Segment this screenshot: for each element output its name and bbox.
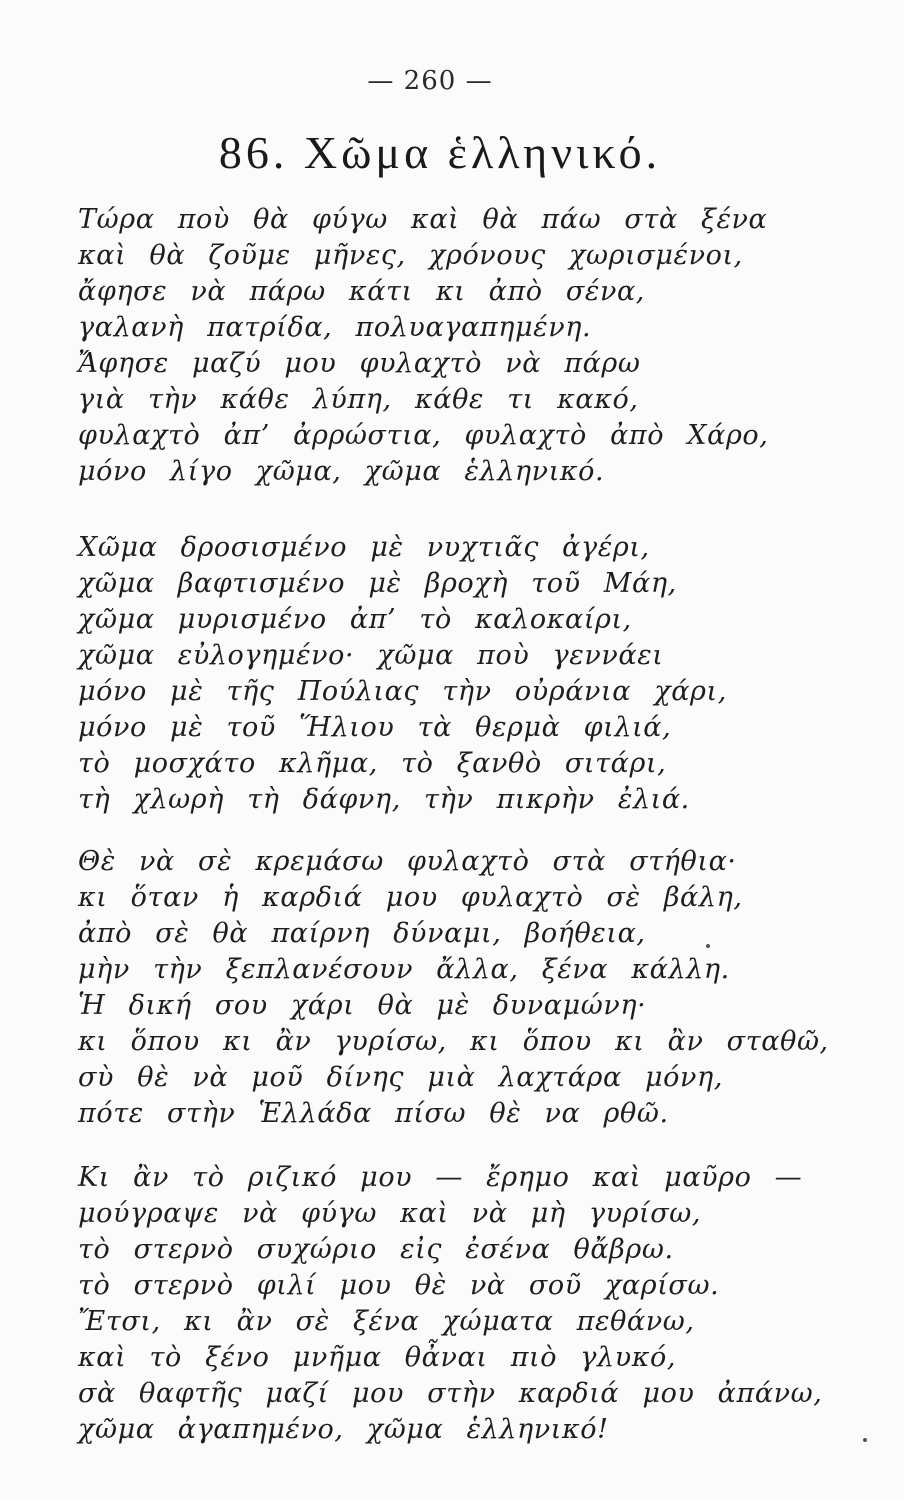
verse-line: τὴ χλωρὴ τὴ δάφνη, τὴν πικρὴν ἐλιά. bbox=[78, 784, 690, 815]
ink-speck bbox=[863, 1438, 867, 1442]
verse-line: χῶμα μυρισμένο ἀπ’ τὸ καλοκαίρι, bbox=[78, 604, 632, 635]
verse-line: μούγραψε νὰ φύγω καὶ νὰ μὴ γυρίσω, bbox=[78, 1198, 702, 1229]
verse-line: Χῶμα δροσισμένο μὲ νυχτιᾶς ἀγέρι, bbox=[78, 532, 650, 563]
ink-speck bbox=[706, 944, 710, 948]
verse-line: κι ὅπου κι ἂν γυρίσω, κι ὅπου κι ἂν σταθῶ, bbox=[78, 1026, 829, 1057]
verse-line: τὸ στερνὸ συχώριο εἰς ἐσένα θἄβρω. bbox=[78, 1234, 674, 1265]
verse-line: τὸ στερνὸ φιλί μου θὲ νὰ σοῦ χαρίσω. bbox=[78, 1270, 720, 1301]
stanza-2 bbox=[78, 530, 778, 818]
verse-line: Ἡ δική σου χάρι θὰ μὲ δυναμώνη· bbox=[78, 990, 647, 1021]
stanza-3 bbox=[78, 844, 829, 1132]
verse-line: καὶ τὸ ξένο μνῆμα θἆναι πιὸ γλυκό, bbox=[78, 1342, 677, 1373]
verse-line: πότε στὴν Ἑλλάδα πίσω θὲ να ρθῶ. bbox=[78, 1098, 669, 1129]
verse-line: Ἔτσι, κι ἂν σὲ ξένα χώματα πεθάνω, bbox=[78, 1306, 695, 1337]
verse-line: φυλαχτὸ ἀπ’ ἀρρώστια, φυλαχτὸ ἀπὸ Χάρο, bbox=[78, 420, 769, 451]
verse-line: χῶμα ἀγαπημένο, χῶμα ἑλληνικό! bbox=[78, 1414, 609, 1445]
verse-line: ἀπὸ σὲ θὰ παίρνη δύναμι, βοήθεια, bbox=[78, 918, 646, 949]
verse-line: χῶμα εὐλογημένο· χῶμα ποὺ γεννάει bbox=[78, 640, 664, 671]
page-number: — 260 — bbox=[367, 66, 493, 96]
verse-line: τὸ μοσχάτο κλῆμα, τὸ ξανθὸ σιτάρι, bbox=[78, 748, 667, 779]
verse-line: σὰ θαφτῆς μαζί μου στὴν καρδιά μου ἀπάνω, bbox=[78, 1378, 823, 1409]
verse-line: καὶ θὰ ζοῦμε μῆνες, χρόνους χωρισμένοι, bbox=[78, 240, 743, 271]
verse-line: μόνο μὲ τοῦ Ἥλιου τὰ θερμὰ φιλιά, bbox=[78, 712, 672, 743]
verse-line: σὺ θὲ νὰ μοῦ δίνης μιὰ λαχτάρα μόνη, bbox=[78, 1062, 724, 1093]
verse-line: μόνο λίγο χῶμα, χῶμα ἑλληνικό. bbox=[78, 456, 605, 487]
verse-line: κι ὅταν ἡ καρδιά μου φυλαχτὸ σὲ βάλη, bbox=[78, 882, 743, 913]
verse-line: μὴν τὴν ξεπλανέσουν ἄλλα, ξένα κάλλη. bbox=[78, 954, 730, 985]
stanza-1 bbox=[78, 202, 778, 490]
verse-line: Ἄφησε μαζύ μου φυλαχτὸ νὰ πάρω bbox=[78, 348, 641, 379]
verse-line: μόνο μὲ τῆς Πούλιας τὴν οὐράνια χάρι, bbox=[78, 676, 727, 707]
verse-line: ἄφησε νὰ πάρω κάτι κι ἀπὸ σένα, bbox=[78, 276, 645, 307]
verse-line: γιὰ τὴν κάθε λύπη, κάθε τι κακό, bbox=[78, 384, 639, 415]
verse-line: γαλανὴ πατρίδα, πολυαγαπημένη. bbox=[78, 312, 592, 343]
verse-line: Θὲ νὰ σὲ κρεμάσω φυλαχτὸ στὰ στήθια· bbox=[78, 846, 737, 877]
stanza-4 bbox=[78, 1160, 823, 1448]
verse-line: Τώρα ποὺ θὰ φύγω καὶ θὰ πάω στὰ ξένα bbox=[78, 204, 768, 235]
verse-line: χῶμα βαφτισμένο μὲ βροχὴ τοῦ Μάη, bbox=[78, 568, 677, 599]
verse-line: Κι ἂν τὸ ριζικό μου — ἔρημο καὶ μαῦρο — bbox=[78, 1162, 803, 1193]
poem-title: 86. Χῶμα ἑλληνικό. bbox=[218, 127, 662, 178]
